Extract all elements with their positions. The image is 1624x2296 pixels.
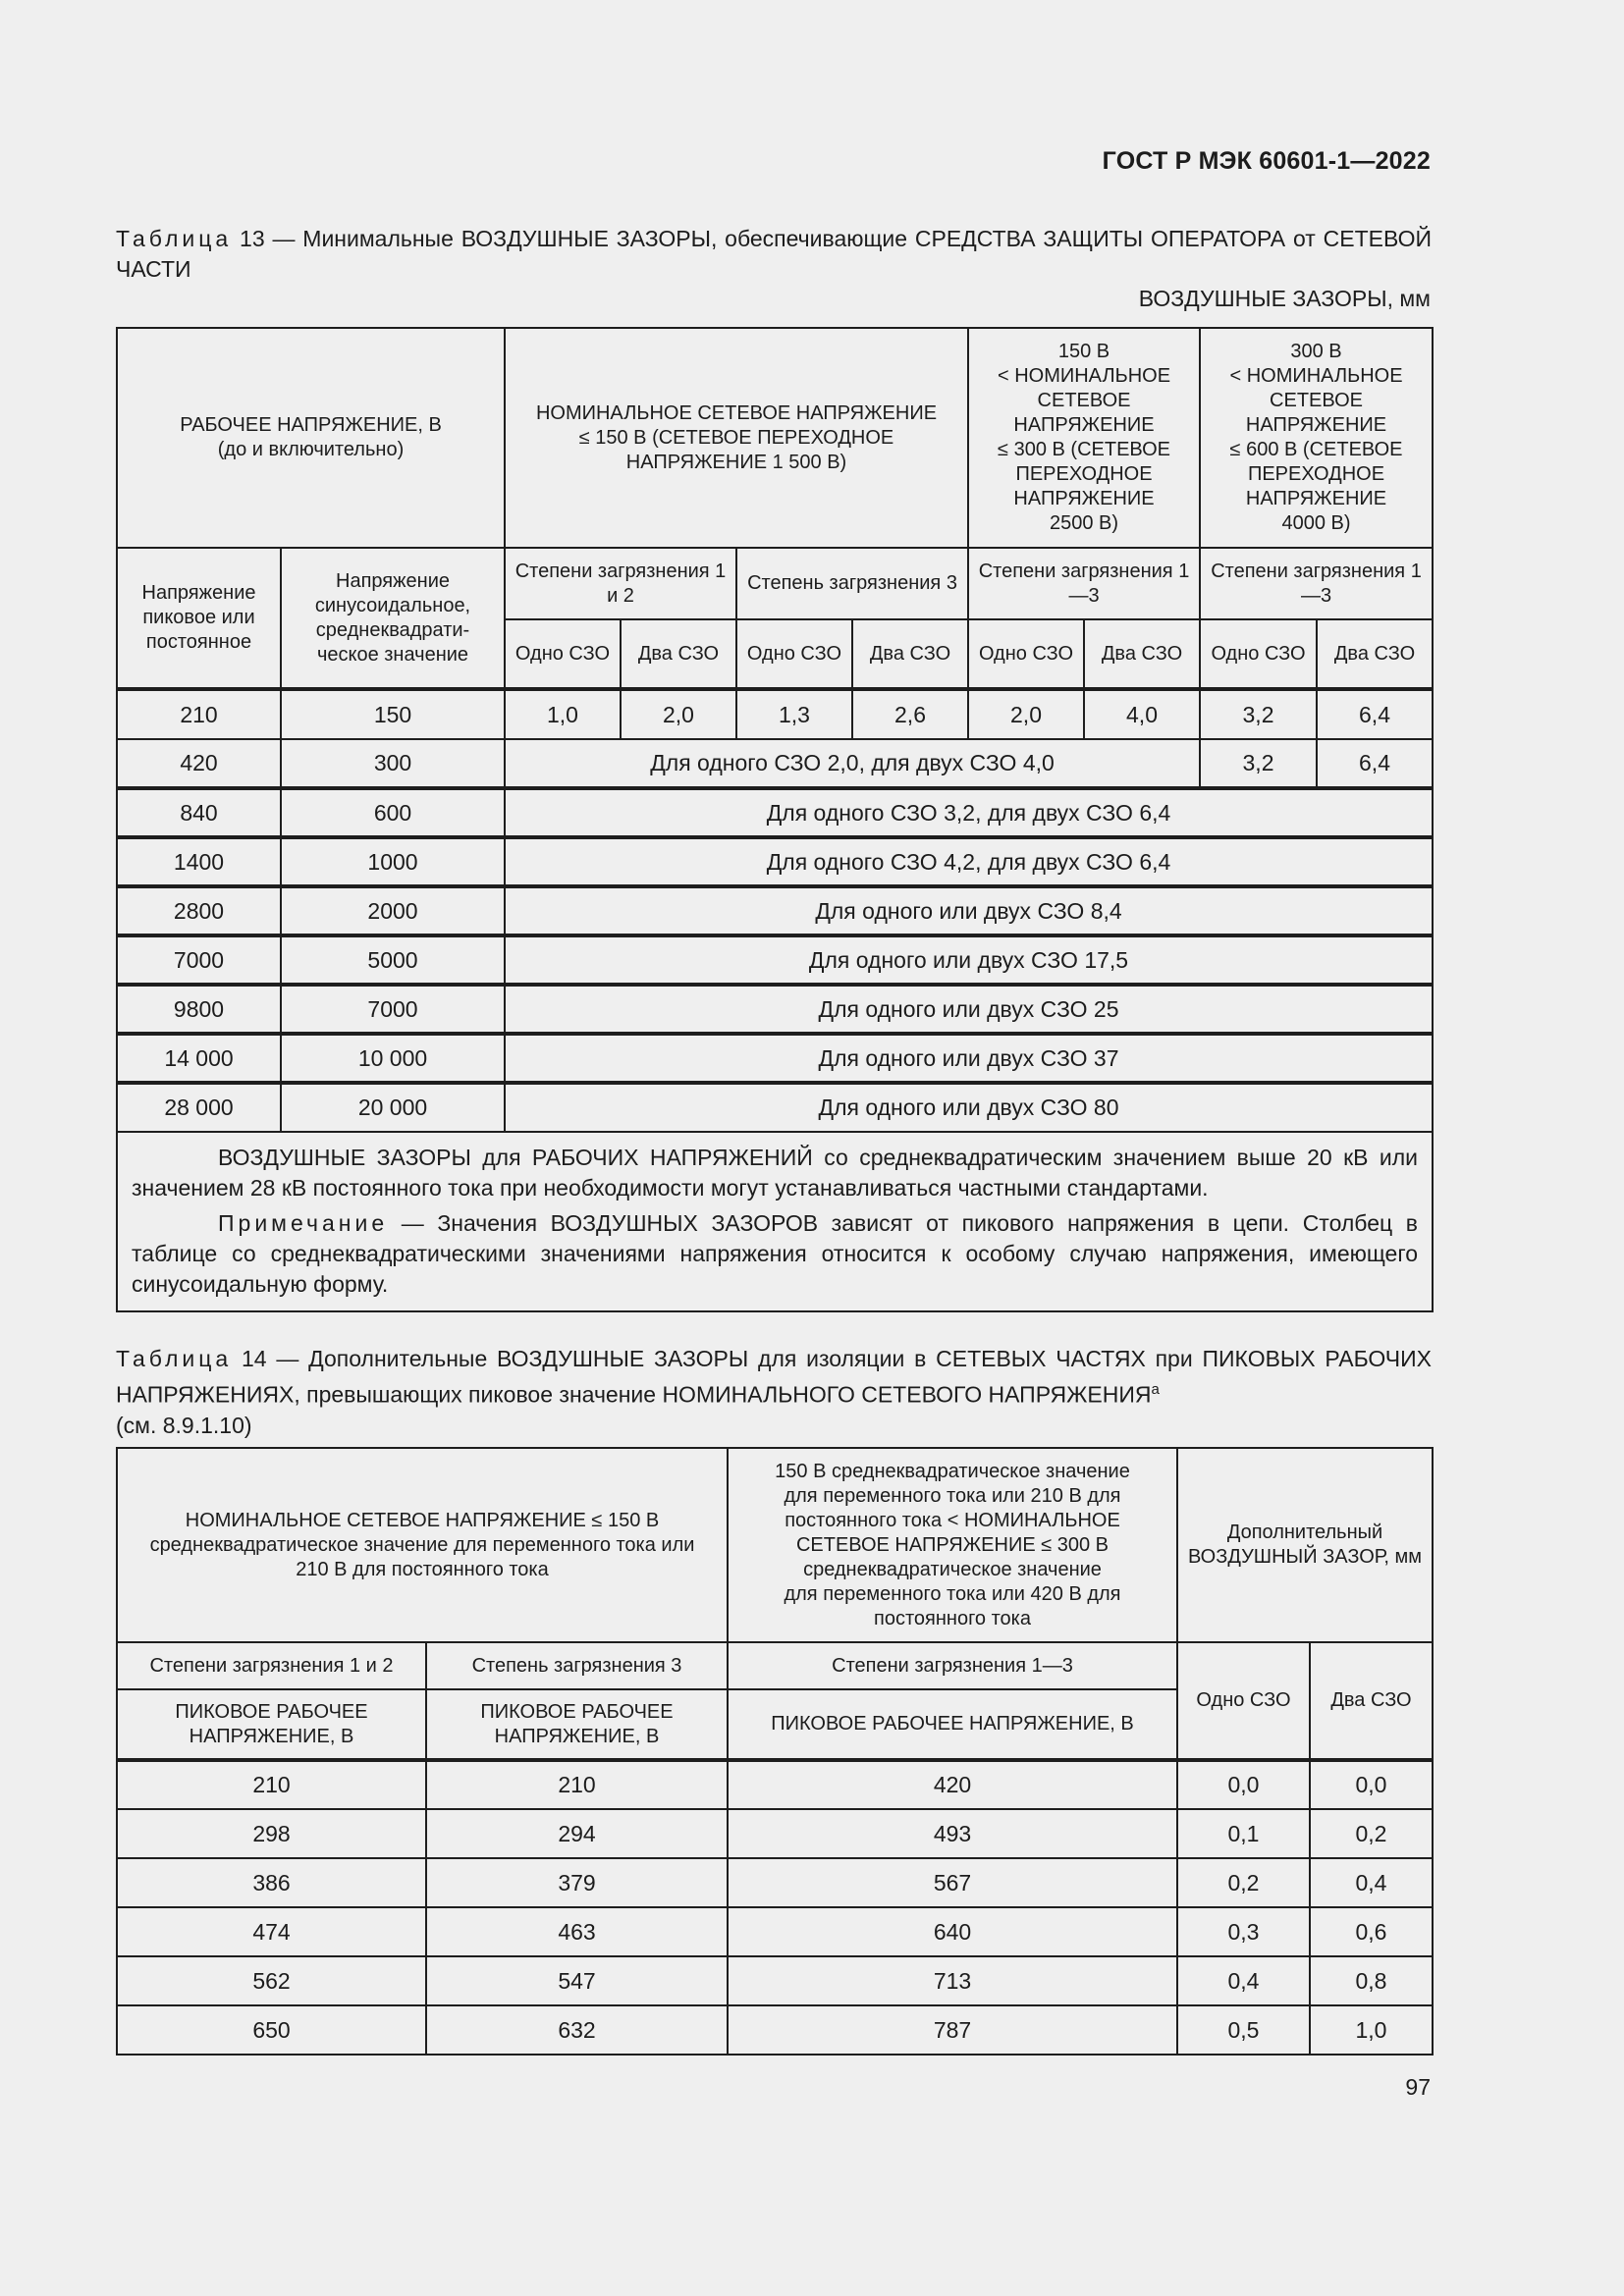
header-pollution-3: Степень загрязнения 3	[736, 548, 968, 619]
cell: 3,2	[1200, 689, 1317, 739]
cell: 463	[426, 1907, 728, 1956]
table14	[116, 1447, 1434, 2056]
cell: 6,4	[1317, 739, 1433, 788]
header-range-150-300	[728, 1448, 1177, 1642]
cell: 28 000	[117, 1083, 281, 1132]
header-one-szo: Одно СЗО	[505, 619, 621, 689]
cell: 840	[117, 788, 281, 837]
header-one-szo: Одно СЗО	[968, 619, 1084, 689]
header-line: 150 В	[1057, 341, 1110, 362]
header-line: 4000 В)	[1281, 512, 1351, 534]
table-row	[117, 1760, 1433, 1809]
header-one-szo: Одно СЗО	[736, 619, 852, 689]
header-pollution-3: Степень загрязнения 3	[426, 1642, 728, 1689]
header-pollution-1-3: Степени загрязнения 1—3	[968, 548, 1200, 619]
cell: 14 000	[117, 1034, 281, 1083]
table-row	[117, 985, 1433, 1034]
header-pollution-1-3: Степени загрязнения 1—3	[728, 1642, 1177, 1689]
table14-caption-label: Таблица	[116, 1346, 233, 1371]
table14-caption-ref: (см. 8.9.1.10)	[116, 1412, 252, 1438]
header-one-szo: Одно СЗО	[1177, 1642, 1310, 1760]
cell: 4,0	[1084, 689, 1200, 739]
header-line: < НОМИНАЛЬНОЕ	[997, 365, 1171, 387]
table-row	[117, 837, 1433, 886]
header-line: СЕТЕВОЕ	[1270, 390, 1363, 411]
header-line: 300 В	[1290, 341, 1342, 362]
table13-unit: ВОЗДУШНЫЕ ЗАЗОРЫ, мм	[1138, 286, 1431, 311]
header-line: для переменного тока или 420 В для	[784, 1582, 1121, 1605]
cell: 0,3	[1177, 1907, 1310, 1956]
cell: 9800	[117, 985, 281, 1034]
table13	[116, 327, 1434, 1312]
header-line: 150 В среднеквадратическое значение	[775, 1460, 1130, 1482]
header-line: среднеквадратическое значение	[803, 1558, 1102, 1580]
header-line: СЕТЕВОЕ НАПРЯЖЕНИЕ ≤ 300 В	[795, 1533, 1110, 1556]
cell: 1,0	[1310, 2005, 1433, 2055]
cell: 386	[117, 1858, 426, 1907]
table-row	[117, 1809, 1433, 1858]
header-line: ≤ 600 В (СЕТЕВОЕ	[1229, 439, 1403, 460]
table13-caption-text: 13 — Минимальные ВОЗДУШНЫЕ ЗАЗОРЫ, обеспечивающие СРЕДСТВА ЗАЩИТЫ ОПЕРАТОРА от СЕТЕВОЙ ЧАСТИ	[116, 226, 1432, 282]
cell: 0,5	[1177, 2005, 1310, 2055]
header-line: 2500 В)	[1049, 512, 1119, 534]
table13-caption-label: Таблица	[116, 226, 233, 251]
cell: 7000	[281, 985, 505, 1034]
table14-caption-text: 14 — Дополнительные ВОЗДУШНЫЕ ЗАЗОРЫ для изоляции в СЕТЕВЫХ ЧАСТЯХ при ПИКОВЫХ РАБОЧИХ НАПРЯЖЕНИЯХ, превышающих пиковое значение НОМИНАЛЬНОГО СЕТЕВОГО НАПРЯЖЕНИЯ	[116, 1346, 1432, 1408]
header-peak-working-voltage: ПИКОВОЕ РАБОЧЕЕ НАПРЯЖЕНИЕ, В	[117, 1689, 426, 1760]
cell: 379	[426, 1858, 728, 1907]
cell: 5000	[281, 935, 505, 985]
merged-cell: Для одного СЗО 2,0, для двух СЗО 4,0	[505, 739, 1200, 788]
merged-cell: Для одного или двух СЗО 8,4	[505, 886, 1433, 935]
table-row	[117, 1034, 1433, 1083]
cell: 650	[117, 2005, 426, 2055]
cell: 0,8	[1310, 1956, 1433, 2005]
header-nominal-le150: НОМИНАЛЬНОЕ СЕТЕВОЕ НАПРЯЖЕНИЕ ≤ 150 В среднеквадратическое значение для переменного тока или 210 В для постоянного тока	[117, 1448, 728, 1642]
header-line: НАПРЯЖЕНИЕ	[1013, 488, 1155, 509]
header-two-szo: Два СЗО	[1310, 1642, 1433, 1760]
table14-caption	[116, 1344, 1432, 1441]
cell: 1400	[117, 837, 281, 886]
cell: 298	[117, 1809, 426, 1858]
cell: 2000	[281, 886, 505, 935]
merged-cell: Для одного СЗО 4,2, для двух СЗО 6,4	[505, 837, 1433, 886]
header-line: ≤ 300 В (СЕТЕВОЕ	[998, 439, 1170, 460]
cell: 713	[728, 1956, 1177, 2005]
table13-caption	[116, 224, 1432, 285]
cell: 0,1	[1177, 1809, 1310, 1858]
header-range-300-600	[1200, 328, 1433, 548]
header-line: ПЕРЕХОДНОЕ	[1015, 463, 1153, 485]
footnote-marker: a	[1151, 1381, 1160, 1398]
header-peak-or-dc: Напряжение пиковое или постоянное	[117, 548, 281, 689]
cell: 3,2	[1200, 739, 1317, 788]
header-line: постоянного тока	[874, 1607, 1031, 1629]
header-line: НАПРЯЖЕНИЕ	[1245, 488, 1387, 509]
cell: 640	[728, 1907, 1177, 1956]
header-line: ПЕРЕХОДНОЕ	[1247, 463, 1385, 485]
table-row	[117, 1858, 1433, 1907]
header-pollution-1-2: Степени загрязнения 1 и 2	[505, 548, 736, 619]
header-two-szo: Два СЗО	[852, 619, 968, 689]
cell: 562	[117, 1956, 426, 2005]
cell: 0,0	[1310, 1760, 1433, 1809]
cell: 547	[426, 1956, 728, 2005]
cell: 0,4	[1310, 1858, 1433, 1907]
cell: 1000	[281, 837, 505, 886]
header-rms-sin: Напряжение синусоидальное, среднеквадрати-ческое значение	[281, 548, 505, 689]
header-pollution-1-2: Степени загрязнения 1 и 2	[117, 1642, 426, 1689]
header-line: < НОМИНАЛЬНОЕ	[1229, 365, 1403, 387]
cell: 420	[117, 739, 281, 788]
header-line: НАПРЯЖЕНИЕ	[1013, 414, 1155, 436]
table-row	[117, 788, 1433, 837]
table-row	[117, 935, 1433, 985]
cell: 1,3	[736, 689, 852, 739]
merged-cell: Для одного или двух СЗО 17,5	[505, 935, 1433, 985]
header-line: НАПРЯЖЕНИЕ	[1245, 414, 1387, 436]
page-number: 97	[1405, 2074, 1431, 2100]
header-additional-clearance: Дополнительный ВОЗДУШНЫЙ ЗАЗОР, мм	[1177, 1448, 1433, 1642]
cell: 474	[117, 1907, 426, 1956]
cell: 20 000	[281, 1083, 505, 1132]
cell: 0,6	[1310, 1907, 1433, 1956]
cell: 2,6	[852, 689, 968, 739]
cell: 493	[728, 1809, 1177, 1858]
header-one-szo: Одно СЗО	[1200, 619, 1317, 689]
header-line: постоянного тока < НОМИНАЛЬНОЕ	[785, 1509, 1120, 1531]
cell: 2,0	[621, 689, 736, 739]
header-range-150-300	[968, 328, 1200, 548]
cell: 300	[281, 739, 505, 788]
cell: 210	[117, 689, 281, 739]
cell: 2,0	[968, 689, 1084, 739]
table-row	[117, 886, 1433, 935]
header-nominal-le150: НОМИНАЛЬНОЕ СЕТЕВОЕ НАПРЯЖЕНИЕ ≤ 150 В (СЕТЕВОЕ ПЕРЕХОДНОЕ НАПРЯЖЕНИЕ 1 500 В)	[505, 328, 968, 548]
table-row	[117, 1907, 1433, 1956]
header-working-voltage: РАБОЧЕЕ НАПРЯЖЕНИЕ, В (до и включительно)	[117, 328, 505, 548]
cell: 420	[728, 1760, 1177, 1809]
cell: 6,4	[1317, 689, 1433, 739]
cell: 0,2	[1177, 1858, 1310, 1907]
merged-cell: Для одного СЗО 3,2, для двух СЗО 6,4	[505, 788, 1433, 837]
cell: 210	[117, 1760, 426, 1809]
header-two-szo: Два СЗО	[1084, 619, 1200, 689]
cell: 0,2	[1310, 1809, 1433, 1858]
cell: 0,4	[1177, 1956, 1310, 2005]
merged-cell: Для одного или двух СЗО 37	[505, 1034, 1433, 1083]
cell: 210	[426, 1760, 728, 1809]
cell: 294	[426, 1809, 728, 1858]
table-row	[117, 689, 1433, 739]
cell: 150	[281, 689, 505, 739]
cell: 567	[728, 1858, 1177, 1907]
note-paragraph: Примечание — Значения ВОЗДУШНЫХ ЗАЗОРОВ зависят от пикового напряжения в цепи. Столбец в таблице со среднеквадратическими значениями напряжения относится к особому случаю напряжения, имеющего синусоидальную форму.	[132, 1210, 1419, 1297]
note-paragraph: ВОЗДУШНЫЕ ЗАЗОРЫ для РАБОЧИХ НАПРЯЖЕНИЙ со среднеквадратическим значением выше 20 кВ или значением 28 кВ постоянного тока при необходимости могут устанавливаться частными стандартами.	[132, 1145, 1419, 1201]
cell: 787	[728, 2005, 1177, 2055]
header-two-szo: Два СЗО	[1317, 619, 1433, 689]
merged-cell: Для одного или двух СЗО 80	[505, 1083, 1433, 1132]
header-peak-working-voltage: ПИКОВОЕ РАБОЧЕЕ НАПРЯЖЕНИЕ, В	[728, 1689, 1177, 1760]
header-line: для переменного тока или 210 В для	[784, 1484, 1121, 1507]
cell: 600	[281, 788, 505, 837]
header-line: СЕТЕВОЕ	[1037, 390, 1131, 411]
table-row	[117, 1083, 1433, 1132]
header-pollution-1-3: Степени загрязнения 1—3	[1200, 548, 1433, 619]
cell: 0,0	[1177, 1760, 1310, 1809]
cell: 1,0	[505, 689, 621, 739]
cell: 10 000	[281, 1034, 505, 1083]
header-peak-working-voltage: ПИКОВОЕ РАБОЧЕЕ НАПРЯЖЕНИЕ, В	[426, 1689, 728, 1760]
document-id: ГОСТ Р МЭК 60601-1—2022	[1102, 147, 1431, 175]
cell: 632	[426, 2005, 728, 2055]
header-two-szo: Два СЗО	[621, 619, 736, 689]
cell: 7000	[117, 935, 281, 985]
table13-notes	[117, 1132, 1433, 1311]
merged-cell: Для одного или двух СЗО 25	[505, 985, 1433, 1034]
table-row	[117, 2005, 1433, 2055]
table-row	[117, 739, 1433, 788]
cell: 2800	[117, 886, 281, 935]
table-row	[117, 1956, 1433, 2005]
